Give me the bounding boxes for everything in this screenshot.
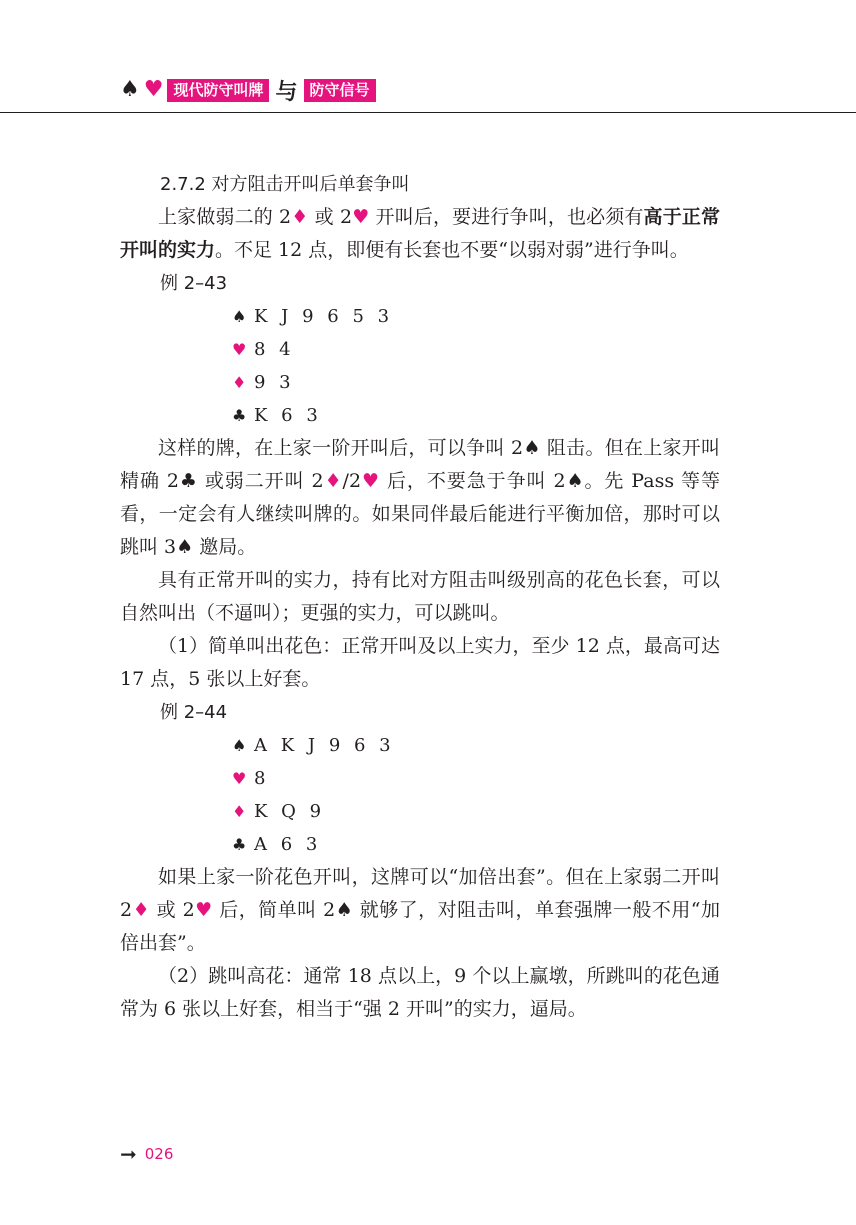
paragraph-6: （2）跳叫高花：通常 18 点以上，9 个以上赢墩，所跳叫的花色通常为 6 张以上好套，相当于“强 2 开叫”的实力，逼局。 xyxy=(120,965,720,1020)
spade-icon: ♠ xyxy=(565,470,585,492)
hand-spades xyxy=(232,729,720,762)
heart-icon: ♥ xyxy=(352,206,370,228)
text-run: 开叫后，要进行争叫，也必须有 xyxy=(369,206,644,228)
hand-cards: 8 xyxy=(254,768,270,789)
hand-clubs xyxy=(232,399,720,432)
text-run: 这样的牌，在上家一阶开叫后，可以争叫 2 xyxy=(158,437,524,459)
paragraph-5 xyxy=(120,861,720,960)
text-run: 或 2 xyxy=(150,899,195,921)
text-run: 阻击。但在上家开叫精确 2 xyxy=(120,437,720,492)
hand-hearts xyxy=(232,762,720,795)
club-icon: ♣ xyxy=(232,406,247,425)
book-title-connector: 与 xyxy=(275,79,298,105)
hand-cards: A K J 9 6 3 xyxy=(254,735,395,756)
spade-icon: ♠ xyxy=(335,899,354,921)
section-title: 2.7.2 对方阻击开叫后单套争叫 xyxy=(160,174,410,195)
diamond-icon: ♦ xyxy=(132,899,151,921)
spade-icon: ♠ xyxy=(176,536,194,558)
text-run: 就够了，对阻击叫，单套强牌一般不用“加倍出套”。 xyxy=(120,899,720,954)
text-run: 或 2 xyxy=(308,206,353,228)
heart-icon: ♥ xyxy=(232,340,247,359)
spade-icon: ♠ xyxy=(232,307,247,326)
club-icon: ♣ xyxy=(178,470,198,492)
hand-cards: K Q 9 xyxy=(254,801,326,822)
hand-spades xyxy=(232,300,720,333)
text-run: 或弱二开叫 2 xyxy=(197,470,324,492)
diamond-icon: ♦ xyxy=(232,373,247,392)
text-run: 。先 Pass 等等看，一定会有人继续叫牌的。如果同伴最后能进行平衡加倍，那时可以跳叫 3 xyxy=(120,470,720,558)
heart-icon: ♥ xyxy=(232,769,247,788)
spade-icon: ♠ xyxy=(120,77,140,102)
club-icon: ♣ xyxy=(232,835,247,854)
text-run: 邀局。 xyxy=(193,536,257,558)
page-header xyxy=(0,0,856,113)
page-body xyxy=(120,168,720,1026)
text-run: /2 xyxy=(342,470,362,492)
heart-icon: ♥ xyxy=(361,470,380,492)
paragraph-1 xyxy=(120,201,720,267)
example-hand-1 xyxy=(120,300,720,432)
heart-icon: ♥ xyxy=(194,899,213,921)
example-label-1: 例 2–43 xyxy=(160,273,228,294)
hand-diamonds xyxy=(232,795,720,828)
heart-icon: ♥ xyxy=(143,77,164,102)
book-title-left: 现代防守叫牌 xyxy=(167,79,269,102)
hand-clubs xyxy=(232,828,720,861)
hand-cards: 8 4 xyxy=(254,339,295,360)
paragraph-4: （1）简单叫出花色：正常开叫及以上实力，至少 12 点，最高可达 17 点，5 张以上好套。 xyxy=(120,635,720,690)
hand-cards: 9 3 xyxy=(254,372,295,393)
example-label-2: 例 2–44 xyxy=(160,702,228,723)
paragraph-3: 具有正常开叫的实力，持有比对方阻击叫级别高的花色长套，可以自然叫出（不逼叫）；更强的实力，可以跳叫。 xyxy=(120,569,720,624)
header-title-bar xyxy=(120,77,376,103)
page-number: 026 xyxy=(144,1145,174,1163)
diamond-icon: ♦ xyxy=(291,206,309,228)
diamond-icon: ♦ xyxy=(232,802,247,821)
spade-icon: ♠ xyxy=(523,437,541,459)
hand-cards: A 6 3 xyxy=(254,834,322,855)
hand-diamonds xyxy=(232,366,720,399)
hand-cards: K J 9 6 5 3 xyxy=(254,306,394,327)
hand-cards: K 6 3 xyxy=(254,405,322,426)
text-run: 如果上家一阶花色开叫，这牌可以“加倍出套”。但在上家弱二开叫 2 xyxy=(120,866,720,921)
spade-icon: ♠ xyxy=(232,736,247,755)
diamond-icon: ♦ xyxy=(323,470,343,492)
page-footer xyxy=(120,1143,173,1165)
text-run: 后，简单叫 2 xyxy=(212,899,336,921)
example-hand-2 xyxy=(120,729,720,861)
text-run: 。不足 12 点，即便有长套也不要“以弱对弱”进行争叫。 xyxy=(215,239,689,261)
text-run: 上家做弱二的 2 xyxy=(158,206,292,228)
emphasis-text: 高于正常开叫的实力 xyxy=(120,206,720,261)
arrow-right-icon: ➞ xyxy=(120,1142,137,1166)
text-run: 后，不要急于争叫 2 xyxy=(379,470,566,492)
paragraph-2 xyxy=(120,432,720,564)
book-title-right: 防守信号 xyxy=(304,79,376,102)
hand-hearts xyxy=(232,333,720,366)
